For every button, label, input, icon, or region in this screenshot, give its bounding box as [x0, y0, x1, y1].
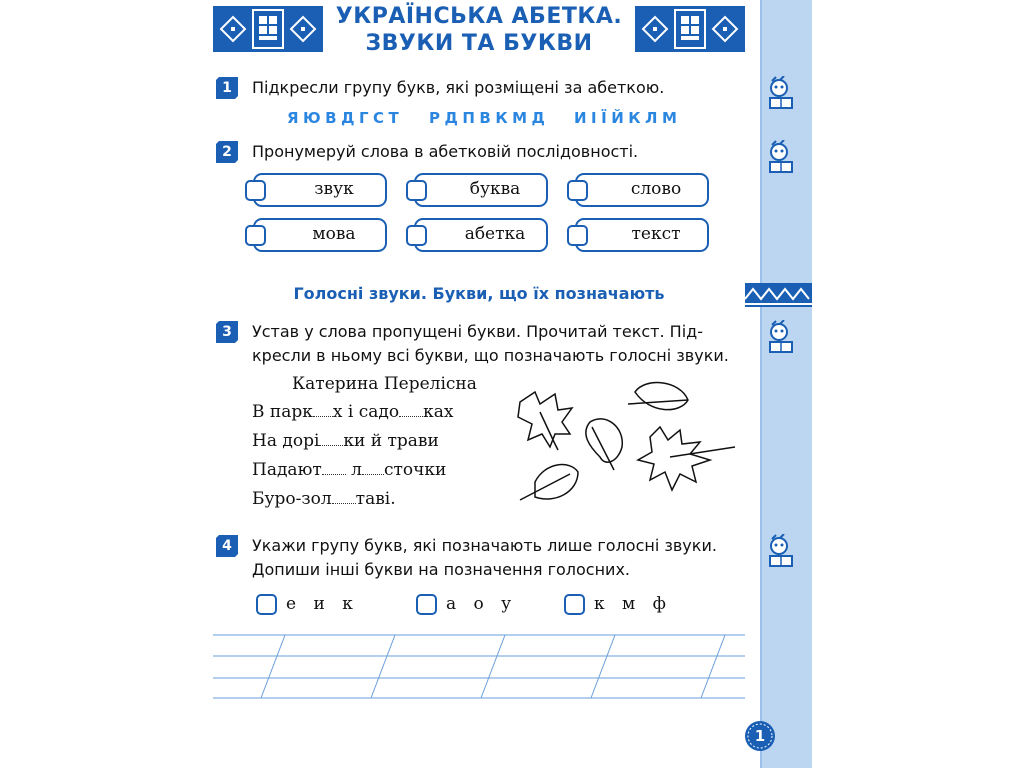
- word-label: текст: [631, 224, 681, 244]
- letter-group: ИІЇЙКЛМ: [574, 109, 682, 127]
- option-item: [446, 594, 517, 614]
- task3-text-line: Устав у слова пропущені букви. Прочитай текст. Під-: [252, 322, 703, 341]
- task-number: 2: [222, 144, 232, 160]
- task-number: 4: [222, 538, 232, 554]
- word-box: [414, 173, 548, 207]
- task2-text: Пронумеруй слова в абетковій послідовності.: [252, 142, 639, 161]
- page-title: [328, 3, 630, 57]
- title-line-1: УКРАЇНСЬКА АБЕТКА.: [335, 4, 623, 29]
- word-box: [253, 218, 387, 252]
- blank-gap[interactable]: [399, 416, 423, 417]
- word-box: [575, 218, 709, 252]
- title-line-2: ЗВУКИ ТА БУКВИ: [365, 31, 593, 56]
- cartoon-student-icon: [762, 320, 798, 356]
- task3-text: [252, 320, 729, 368]
- option-item: [594, 594, 672, 614]
- blank-gap[interactable]: [332, 503, 356, 504]
- order-checkbox[interactable]: [406, 225, 427, 246]
- option-checkbox[interactable]: [416, 594, 437, 615]
- task-number-badge: [216, 77, 238, 99]
- option-checkbox[interactable]: [564, 594, 585, 615]
- option-label: е и к: [286, 594, 359, 614]
- task-number: 1: [222, 80, 232, 96]
- page-header: [213, 0, 745, 60]
- poem-line: Буро-зол таві.: [252, 489, 396, 509]
- cartoon-student-icon: [762, 140, 798, 176]
- task4-text-line: Допиши інші букви на позначення голосних.: [252, 560, 630, 579]
- word-box: [575, 173, 709, 207]
- order-checkbox[interactable]: [245, 180, 266, 201]
- word-label: слово: [630, 179, 682, 199]
- word-label: абетка: [464, 224, 526, 244]
- task4-text-line: Укажи групу букв, які позначають лише голосні звуки.: [252, 536, 717, 555]
- cartoon-student-icon: [762, 534, 798, 570]
- poem-line: Падают л сточки: [252, 460, 447, 480]
- letter-group: РДПВКМД: [429, 109, 550, 127]
- order-checkbox[interactable]: [406, 180, 427, 201]
- option-label: а о у: [446, 594, 518, 614]
- order-checkbox[interactable]: [245, 225, 266, 246]
- embroidery-ornament-icon: [745, 283, 812, 307]
- poem-line: На дорі ки й трави: [252, 431, 439, 451]
- writing-lines[interactable]: [213, 634, 745, 700]
- option-label: к м ф: [594, 594, 672, 614]
- poem-line: В парк х і садо ках: [252, 402, 454, 422]
- blank-gap[interactable]: [362, 474, 384, 475]
- word-label: звук: [314, 179, 354, 199]
- embroidery-ornament-icon: [213, 2, 323, 56]
- letter-group: ЯЮВДГСТ: [287, 109, 404, 127]
- task1-text: Підкресли групу букв, які розміщені за абеткою.: [252, 78, 665, 97]
- task3-text-line: кресли в ньому всі букви, що позначають голосні звуки.: [252, 346, 729, 365]
- cartoon-student-icon: [762, 76, 798, 112]
- side-strip: [760, 0, 812, 768]
- option-checkbox[interactable]: [256, 594, 277, 615]
- task-number-badge: [216, 141, 238, 163]
- blank-gap[interactable]: [322, 474, 346, 475]
- page-number-badge: [744, 720, 776, 752]
- leaf-drawing-icon: [510, 372, 750, 512]
- option-item: [286, 594, 359, 614]
- poem-author: Катерина Перелісна: [292, 374, 477, 394]
- section-title: Голосні звуки. Букви, що їх позначають: [293, 284, 665, 303]
- word-box: [414, 218, 548, 252]
- task4-text: [252, 534, 717, 582]
- word-label: мова: [312, 224, 356, 244]
- order-checkbox[interactable]: [567, 225, 588, 246]
- blank-gap[interactable]: [319, 445, 343, 446]
- task-number-badge: [216, 321, 238, 343]
- task-number: 3: [222, 324, 232, 340]
- blank-gap[interactable]: [313, 416, 333, 417]
- task-number-badge: [216, 535, 238, 557]
- word-box: [253, 173, 387, 207]
- order-checkbox[interactable]: [567, 180, 588, 201]
- page-number: 1: [754, 727, 766, 745]
- embroidery-ornament-icon: [635, 2, 745, 56]
- word-label: буква: [469, 179, 521, 199]
